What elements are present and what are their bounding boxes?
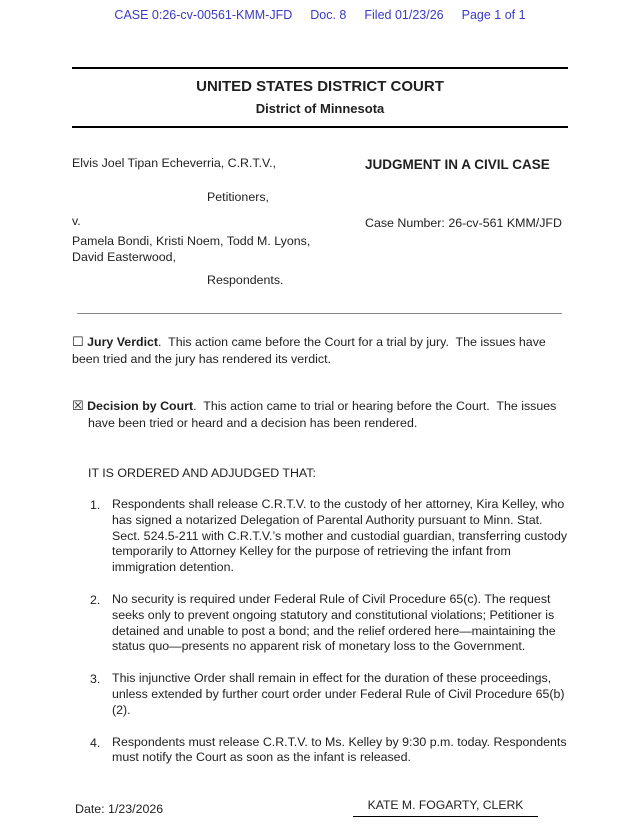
case-number: Case Number: 26-cv-561 KMM/JFD <box>365 216 562 230</box>
checkbox-checked-icon: ☒ <box>72 399 84 414</box>
order-item-3 <box>72 671 568 718</box>
checkbox-unchecked-icon: ☐ <box>72 335 84 350</box>
respondents-label: Respondents. <box>207 273 284 287</box>
order-list <box>72 497 571 766</box>
caption-judgment <box>365 155 568 288</box>
filing-date: Date: 1/23/2026 <box>75 802 164 817</box>
ecf-doc-number: Doc. 8 <box>310 8 347 22</box>
top-rule <box>72 67 568 69</box>
document-footer <box>72 797 568 817</box>
judgment-title: JUDGMENT IN A CIVIL CASE <box>365 157 550 172</box>
jury-verdict-label: Jury Verdict <box>87 335 159 349</box>
petitioners-label: Petitioners, <box>207 190 269 204</box>
petitioner-names: Elvis Joel Tipan Echeverria, C.R.T.V., <box>72 156 277 170</box>
clerk-signature-line: KATE M. FOGARTY, CLERK <box>353 797 538 817</box>
jury-verdict-text: . This action came before the Court for a trial by jury. The issues have been tried and the jury has rendered its verdict. <box>72 335 550 366</box>
decision-by-court-label: Decision by Court <box>87 399 194 413</box>
order-item-4 <box>72 734 571 767</box>
order-item-number: 1. <box>90 498 101 512</box>
order-item-number: 3. <box>90 672 101 687</box>
respondent-names: Pamela Bondi, Kristi Noem, Todd M. Lyons, David Easterwood, <box>72 234 311 264</box>
order-item-1 <box>72 497 571 576</box>
order-item-text: This injunctive Order shall remain in effect for the duration of these proceedings, unless extended by further court order under Federal Rule of Civil Procedure 65(b)(2). <box>112 671 565 717</box>
ecf-case-number: CASE 0:26-cv-00561-KMM-JFD <box>114 8 293 22</box>
case-caption <box>72 155 568 288</box>
ecf-page-count: Page 1 of 1 <box>461 8 526 22</box>
versus-label: v. <box>72 214 81 228</box>
court-district: District of Minnesota <box>255 101 385 116</box>
order-item-text: No security is required under Federal Rule of Civil Procedure 65(c). The request seeks only to prevent ongoing statutory and constitutional violations; Petitioner is detained and unable to post a bond; and the relief ordered here—maintaining the status quo—presents no apparent risk of monetary loss to the Government. <box>112 591 560 654</box>
order-item-text: Respondents must release C.R.T.V. to Ms. Kelley by 9:30 p.m. today. Respondents must notify the Court as soon as the infant is released. <box>112 734 571 765</box>
order-item-2 <box>72 592 568 655</box>
order-item-number: 2. <box>90 592 101 607</box>
order-item-text: Respondents shall release C.R.T.V. to the custody of her attorney, Kira Kelley, who has signed a notarized Delegation of Parental Authority pursuant to Minn. Stat. Sect. 524.5-211 with C.R.T.V.’s mother and custodial guardian, transferring custody temporarily to Attorney Kelley for the purpose of retrieving the infant from immigration detention. <box>112 497 571 575</box>
caption-separator <box>77 313 562 314</box>
decision-by-court-text: . This action came to trial or hearing before the Court. The issues have been tried or heard and a decision has been rendered. <box>88 399 560 430</box>
title-bottom-rule <box>72 126 568 128</box>
ecf-stamp <box>0 0 640 23</box>
court-title: UNITED STATES DISTRICT COURT <box>196 78 444 95</box>
order-item-number: 4. <box>90 735 101 750</box>
order-heading: IT IS ORDERED AND ADJUDGED THAT: <box>88 466 316 480</box>
ecf-filed-date: Filed 01/23/26 <box>364 8 444 22</box>
jury-verdict-option <box>72 334 568 367</box>
caption-parties <box>72 155 365 288</box>
decision-by-court-option <box>72 398 568 431</box>
